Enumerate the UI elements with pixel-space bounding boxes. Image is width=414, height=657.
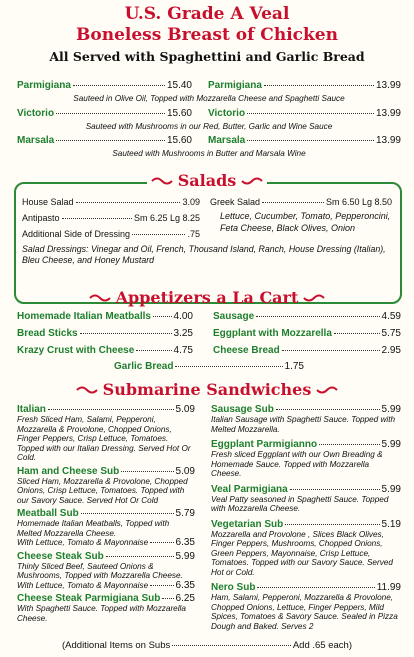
house-salad [22, 197, 200, 207]
greek-salad [210, 197, 392, 207]
item-price: 5.75 [381, 328, 401, 339]
chicken-victorio [208, 108, 401, 119]
garlic-bread [114, 361, 304, 372]
extra-label: With Lettuce, Tomato & Mayonnaise [17, 580, 149, 590]
antipasto [22, 213, 200, 223]
item-price: 4.00 [173, 311, 193, 322]
swirl-ornament-icon [89, 293, 111, 303]
item-price: 6.25 [175, 593, 195, 604]
sub-vegetarian-desc: Mozzarella and Provolone , Slices Black Olives, Finger Peppers, Mushrooms, Chopped Onions, Green Peppers, Mayonnaise, Crisp Lettuce, Tomatoes. Topped with our Savory Sauce. Served Hot or Cold. [211, 529, 393, 577]
item-price: 11.99 [376, 582, 401, 593]
item-name: Marsala [208, 135, 246, 146]
footer-label: (Additional Items on Subs [62, 640, 171, 651]
salads-heading [147, 171, 267, 193]
swirl-ornament-icon [316, 385, 338, 395]
item-name: Bread Sticks [17, 328, 78, 339]
salad-dressings: Salad Dressings: Vinegar and Oil, French, Thousand Island, Ranch, House Dressing (Italian), Bleu Cheese, and Honey Mustard [22, 244, 386, 265]
item-price: 5.09 [175, 404, 195, 415]
extra-price: 6.35 [175, 579, 195, 591]
item-price: .75 [187, 229, 200, 239]
item-name: Additional Side of Dressing [22, 229, 131, 239]
sub-ham-cheese [17, 466, 195, 477]
item-name: Parmigiana [208, 80, 262, 91]
subs-heading [0, 380, 414, 399]
item-price: 5.99 [381, 439, 401, 450]
sub-eggplant [211, 439, 401, 450]
item-name: Eggplant Parmigianno [211, 439, 318, 450]
sub-cheese-steak-parm-desc: With Spaghetti Sauce. Topped with Mozzarella Cheese. [17, 604, 186, 623]
item-price: 3.09 [182, 197, 200, 207]
item-name: Parmigiana [17, 80, 71, 91]
sub-cheese-steak [17, 551, 195, 562]
krazy-crust [17, 345, 193, 356]
item-price: 15.60 [166, 107, 192, 119]
sub-nero-desc: Ham, Salami, Pepperoni, Mozzarella & Provolone, Chopped Onions, Lettuce, Finger Peppers, Mild Spices, Tomatoes & Savory Sauce. Sealed in Pizza Dough and Baked. Serves 2 [211, 593, 398, 631]
sub-meatball-desc: Homemade Italian Meatballs, Topped with Melted Mozzarella Cheese. [17, 519, 170, 538]
swirl-ornament-icon [151, 176, 173, 186]
item-price: 3.25 [173, 328, 193, 339]
veal-marsala [17, 135, 192, 146]
chicken-parmigiana [208, 80, 401, 91]
appetizers-title: Appetizers a La Cart [115, 288, 299, 307]
item-name: Garlic Bread [114, 361, 174, 372]
item-price: 4.75 [173, 345, 193, 356]
sub-sausage-desc: Italian Sausage with Spaghetti Sauce. Topped with Melted Mozzarella. [211, 415, 396, 434]
item-name: Nero Sub [211, 582, 256, 593]
subs-footer [62, 640, 352, 651]
sub-sausage [211, 404, 401, 415]
item-name: Victorio [208, 107, 246, 119]
item-name: Greek Salad [210, 197, 261, 207]
item-price: 15.60 [166, 135, 192, 146]
item-price: 13.99 [375, 80, 401, 91]
item-price: 1.75 [284, 361, 304, 372]
marsala-desc: Sauteed with Mushrooms in Butter and Marsala Wine [112, 149, 306, 158]
item-price: 5.99 [381, 483, 401, 495]
sub-cheese-steak-extra [17, 581, 195, 591]
item-name: Krazy Crust with Cheese [17, 345, 135, 356]
extra-price: 6.35 [175, 537, 195, 548]
bread-sticks [17, 328, 193, 339]
sub-meatball-extra [17, 538, 195, 548]
veal-chicken-section [17, 80, 401, 159]
item-name: Homemade Italian Meatballs [17, 311, 151, 322]
sub-veal-desc: Veal Patty seasoned in Spaghetti Sauce. Topped with Mozzarella Cheese. [211, 494, 389, 513]
sub-veal [211, 484, 401, 495]
salads-content [22, 197, 392, 266]
item-name: Victorio [17, 107, 55, 119]
item-name: Cheese Steak Sub [17, 550, 104, 562]
swirl-ornament-icon [303, 293, 325, 303]
item-price: 13.99 [375, 107, 401, 119]
victorio-desc: Sauteed with Mushrooms in our Red, Butter, Garlic and Wine Sauce [85, 121, 333, 131]
item-price: 13.99 [375, 135, 401, 146]
side-dressing [22, 229, 200, 239]
sub-cheese-steak-desc: Thinly Sliced Beef, Sauteed Onions & Mushrooms, Topped with Mozzarella Cheese. [17, 561, 183, 580]
extra-label: With Lettuce, Tomato & Mayonnaise [17, 538, 149, 547]
swirl-ornament-icon [241, 176, 263, 186]
sub-meatball [17, 508, 195, 519]
item-price: 5.09 [175, 465, 195, 477]
app-eggplant [213, 328, 401, 339]
item-name: Sausage [213, 311, 255, 322]
item-price: 15.40 [166, 80, 192, 91]
app-sausage [213, 311, 401, 322]
item-price: 5.99 [175, 550, 195, 562]
item-name: Ham and Cheese Sub [17, 465, 120, 477]
item-price: 2.95 [381, 345, 401, 356]
item-name: Eggplant with Mozzarella [213, 328, 332, 339]
chicken-marsala [208, 135, 401, 146]
subs-content [17, 404, 401, 631]
item-name: Cheese Steak Parmigiana Sub [17, 593, 161, 604]
parmigiana-desc: Sauteed in Olive Oil, Topped with Mozzarella Cheese and Spaghetti Sauce [73, 94, 345, 103]
appetizers-heading [0, 288, 414, 307]
item-name: Sausage Sub [211, 404, 274, 415]
meatballs [17, 311, 193, 322]
item-name: Antipasto [22, 213, 60, 223]
veal-parmigiana [17, 80, 192, 91]
sub-italian [17, 404, 195, 415]
appetizers-content [17, 311, 401, 372]
salads-title: Salads [177, 171, 237, 190]
item-price: Sm 6.50 Lg 8.50 [325, 197, 392, 207]
item-name: Marsala [17, 135, 55, 146]
header-line-1: U.S. Grade A Veal [124, 4, 290, 24]
item-price: Sm 6.25 Lg 8.25 [133, 213, 200, 223]
swirl-ornament-icon [76, 385, 98, 395]
subs-title: Submarine Sandwiches [102, 380, 312, 399]
item-name: Italian [17, 404, 46, 415]
greek-salad-desc: Lettuce, Cucumber, Tomato, Pepperoncini, Feta Cheese, Black Olives, Onion [220, 211, 391, 233]
header-line-2: Boneless Breast of Chicken [76, 25, 338, 45]
item-name: Vegetarian Sub [211, 518, 284, 530]
item-name: House Salad [22, 197, 74, 207]
item-price: 5.99 [381, 404, 401, 415]
footer-price: Add .65 each) [292, 640, 352, 651]
item-price: 5.19 [381, 518, 401, 530]
sub-vegetarian [211, 519, 401, 530]
sub-nero [211, 582, 401, 593]
header-line-3: All Served with Spaghettini and Garlic Bread [49, 49, 365, 64]
item-name: Veal Parmigiana [211, 483, 288, 495]
item-name: Cheese Bread [213, 345, 280, 356]
item-price: 5.79 [175, 508, 195, 519]
item-price: 4.59 [381, 311, 401, 322]
sub-eggplant-desc: Fresh sliced Eggplant with our Own Breading & Homemade Sauce. Topped with Mozzarella Cheese. [211, 450, 383, 478]
sub-cheese-steak-parm [17, 593, 195, 604]
cheese-bread [213, 345, 401, 356]
item-name: Meatball Sub [17, 508, 79, 519]
sub-italian-desc: Fresh Sliced Ham, Salami, Pepperoni, Mozzarella & Provolone, Chopped Onions, Finger Peppers, Crisp Lettuce, Tomatoes. Topped with our Italian Dressing. Served Hot Or Cold. [17, 415, 191, 462]
sub-ham-cheese-desc: Sliced Ham, Mozzarella & Provolone, Chopped Onions, Crisp Lettuce, Tomatoes. Topped with our Savory Sauce. Served Hot Or Cold [17, 476, 188, 505]
veal-victorio [17, 108, 192, 119]
